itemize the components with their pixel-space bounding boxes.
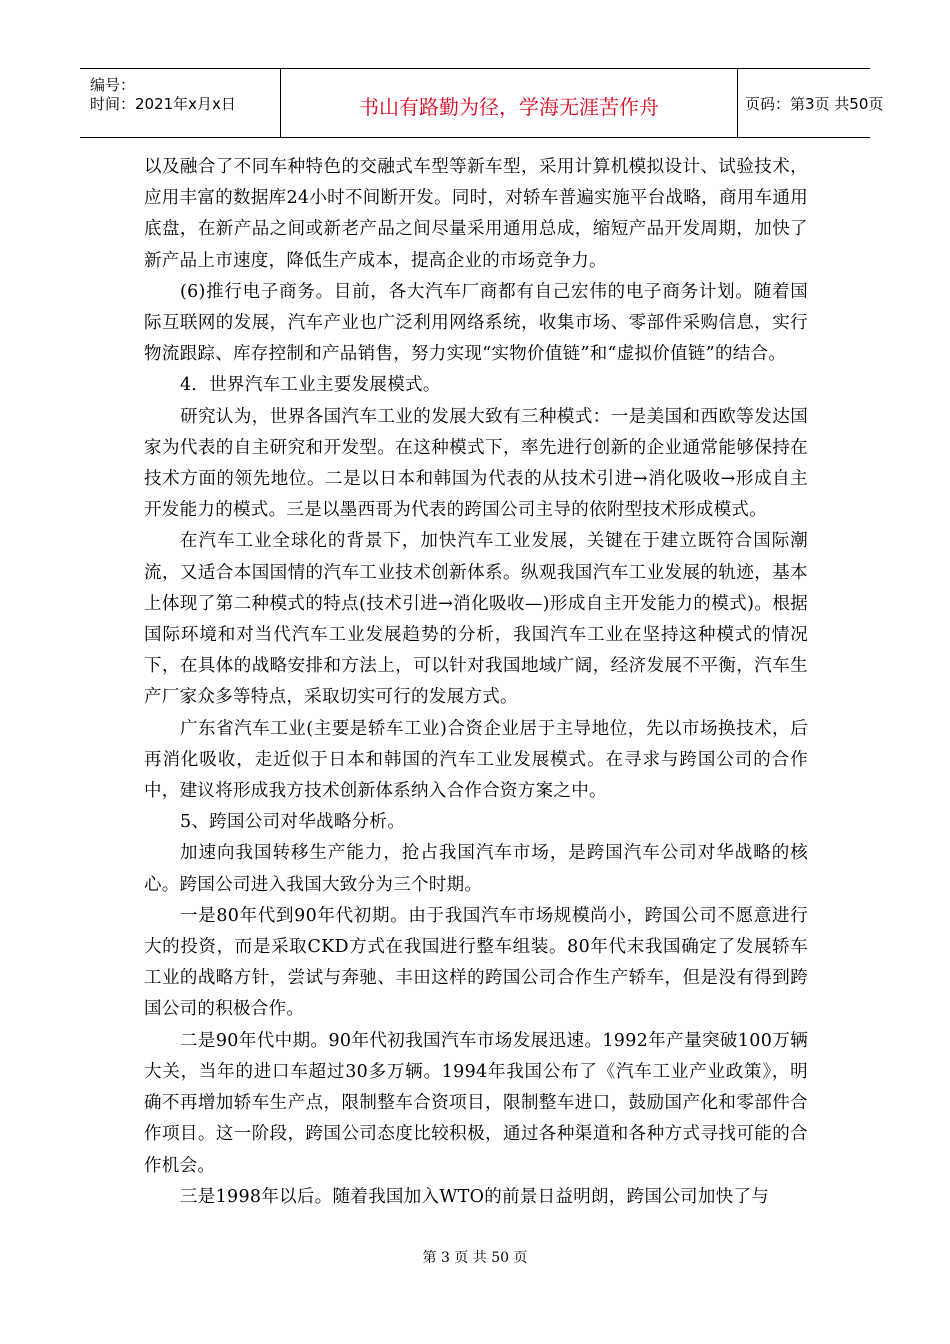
document-body <box>144 152 808 1213</box>
paragraph: 广东省汽车工业(主要是轿车工业)合资企业居于主导地位，先以市场换技术，后再消化吸收，走近似于日本和韩国的汽车工业发展模式。在寻求与跨国公司的合作中，建议将形成我方技术创新体系纳入合作合资方案之中。 <box>144 718 808 802</box>
paragraph: 加速向我国转移生产能力，抢占我国汽车市场，是跨国汽车公司对华战略的核心。跨国公司进入我国大致分为三个时期。 <box>144 843 808 895</box>
paragraph-continuation: 以及融合了不同车种特色的交融式车型等新车型，采用计算机模拟设计、试验技术，应用丰富的数据库24小时不间断开发。同时，对轿车普遍实施平台战略，商用车通用底盘，在新产品之间或新老产品之间尽量采用通用总成，缩短产品开发周期，加快了新产品上市速度，降低生产成本，提高企业的市场竞争力。 <box>144 157 808 271</box>
section-heading: 5、跨国公司对华战略分析。 <box>180 812 406 833</box>
paragraph: 一是80年代到90年代初期。由于我国汽车市场规模尚小，跨国公司不愿意进行大的投资，而是采取CKD方式在我国进行整车组装。80年代末我国确定了发展轿车工业的战略方针，尝试与奔驰、丰田这样的跨国公司合作生产轿车，但是没有得到跨国公司的积极合作。 <box>144 905 808 1020</box>
document-date-label: 时间：2021年x月x日 <box>90 95 236 113</box>
header-meta-cell <box>80 69 280 137</box>
paragraph: 在汽车工业全球化的背景下，加快汽车工业发展，关键在于建立既符合国际潮流，又适合本国国情的汽车工业技术创新体系。纵观我国汽车工业发展的轨迹，基本上体现了第二种模式的特点(技术引进→消化吸收—)形成自主开发能力的模式)。根据国际环境和对当代汽车工业发展趋势的分析，我国汽车工业在坚持这种模式的情况下，在具体的战略安排和方法上，可以针对我国地域广阔，经济发展不平衡，汽车生产厂家众多等特点，采取切实可行的发展方式。 <box>144 531 808 708</box>
paragraph: 三是1998年以后。随着我国加入WTO的前景日益明朗，跨国公司加快了与 <box>180 1186 770 1207</box>
header-motto-cell <box>280 69 738 137</box>
paragraph: (6)推行电子商务。目前，各大汽车厂商都有自己宏伟的电子商务计划。随着国际互联网的发展，汽车产业也广泛利用网络系统，收集市场、零部件采购信息，实行物流跟踪、库存控制和产品销售，努力实现“实物价值链”和“虚拟价值链”的结合。 <box>144 281 808 365</box>
paragraph: 研究认为，世界各国汽车工业的发展大致有三种模式：一是美国和西欧等发达国家为代表的自主研究和开发型。在这种模式下，率先进行创新的企业通常能够保持在技术方面的领先地位。二是以日本和韩国为代表的从技术引进→消化吸收→形成自主开发能力的模式。三是以墨西哥为代表的跨国公司主导的依附型技术形成模式。 <box>144 406 808 521</box>
header-page-cell <box>737 69 884 137</box>
section-heading: 4．世界汽车工业主要发展模式。 <box>180 375 441 396</box>
page-header <box>80 68 884 138</box>
page-footer: 第 3 页 共 50 页 <box>422 1250 528 1266</box>
document-number-label: 编号： <box>90 76 136 94</box>
paragraph: 二是90年代中期。90年代初我国汽车市场发展迅速。1992年产量突破100万辆大关，当年的进口车超过30多万辆。1994年我国公布了《汽车工业产业政策》，明确不再增加轿车生产点，限制整车合资项目，限制整车进口，鼓励国产化和零部件合作项目。这一阶段，跨国公司态度比较积极，通过各种渠道和各种方式寻找可能的合作机会。 <box>144 1030 808 1176</box>
header-page-number: 页码：第3页 共50页 <box>745 95 884 113</box>
header-motto: 书山有路勤为径，学海无涯苦作舟 <box>359 95 659 119</box>
